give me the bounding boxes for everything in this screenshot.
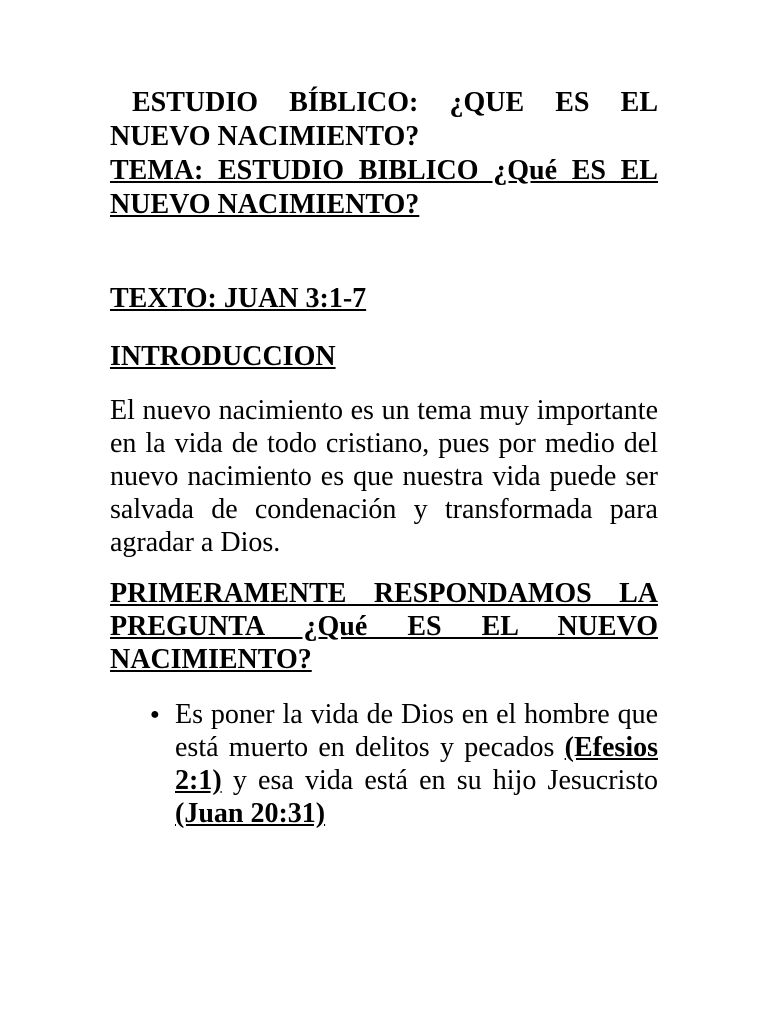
intro-heading: INTRODUCCION (110, 341, 336, 372)
bullet-icon: ● (150, 706, 160, 723)
bible-reference-juan: (Juan 20:31) (175, 798, 326, 829)
bullet-text-part-1: Es poner la vida de Dios en el hombre que está muerto en delitos y pecados (175, 699, 658, 763)
bullet-list (110, 698, 658, 830)
tema-line: TEMA: ESTUDIO BIBLICO ¿Qué ES EL NUEVO NACIMIENTO? (110, 155, 658, 220)
list-item (110, 698, 658, 830)
question-heading: PRIMERAMENTE RESPONDAMOS LA PREGUNTA ¿Qué ES EL NUEVO NACIMIENTO? (110, 578, 658, 675)
document-title: ESTUDIO BÍBLICO: ¿QUE ES EL NUEVO NACIMIENTO? (110, 87, 658, 152)
texto-heading: TEXTO: JUAN 3:1-7 (110, 283, 367, 314)
bullet-text-part-2: y esa vida está en su hijo Jesucristo (221, 765, 658, 796)
document-page (110, 86, 658, 830)
bible-reference-efesios: (Efesios 2:1) (175, 732, 658, 796)
intro-paragraph: El nuevo nacimiento es un tema muy importante en la vida de todo cristiano, pues por medio del nuevo nacimiento es que nuestra vida puede ser salvada de condenación y transformada para agradar a Dios. (110, 395, 658, 558)
